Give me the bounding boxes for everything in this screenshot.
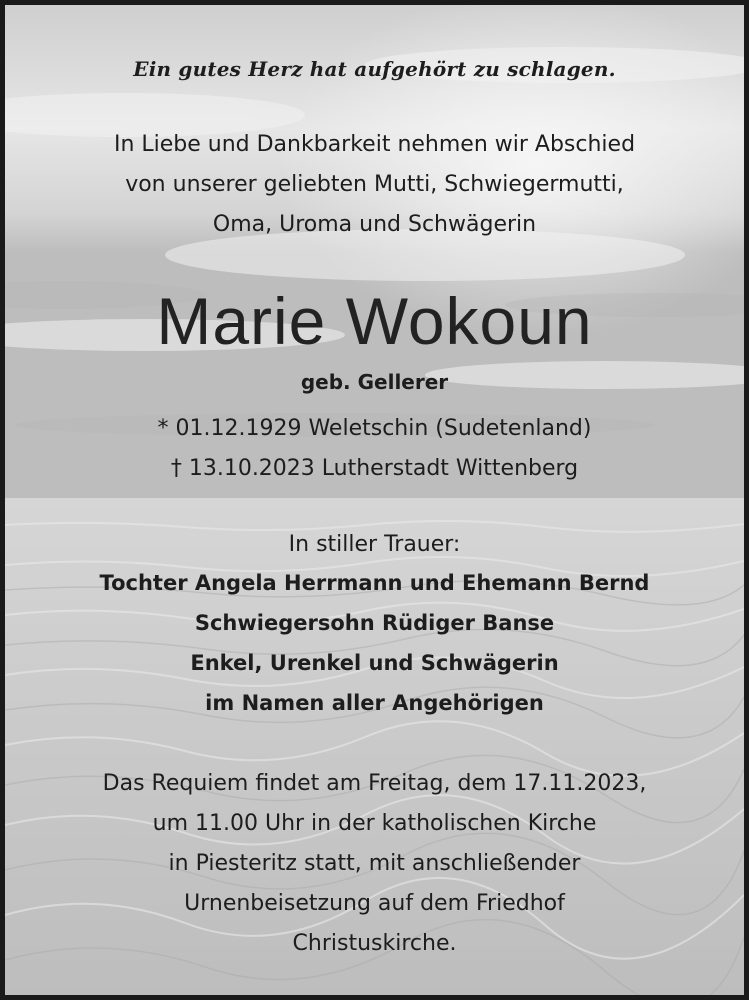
maiden-name: geb. Gellerer: [300, 370, 449, 394]
intro-line: Oma, Uroma und Schwägerin: [212, 212, 537, 237]
service-line: in Piesteritz statt, mit anschließender: [168, 851, 581, 876]
mourning-intro: In stiller Trauer:: [288, 532, 461, 557]
service-line: Christuskirche.: [292, 931, 457, 956]
mourner-line: Tochter Angela Herrmann und Ehemann Bernd: [99, 571, 650, 595]
mourner-line: Schwiegersohn Rüdiger Banse: [194, 611, 555, 635]
service-line: Das Requiem findet am Freitag, dem 17.11.2023,: [102, 771, 647, 796]
motto: Ein gutes Herz hat aufgehört zu schlagen.: [133, 57, 616, 81]
intro-line: von unserer geliebten Mutti, Schwiegermutti,: [125, 172, 624, 197]
deceased-name: Marie Wokoun: [156, 284, 593, 358]
birth-date: * 01.12.1929 Weletschin (Sudetenland): [157, 416, 592, 441]
mourner-line: im Namen aller Angehörigen: [205, 691, 544, 715]
mourner-line: Enkel, Urenkel und Schwägerin: [190, 651, 559, 675]
death-date: † 13.10.2023 Lutherstadt Wittenberg: [170, 456, 579, 481]
intro-line: In Liebe und Dankbarkeit nehmen wir Abschied: [113, 132, 636, 157]
service-line: Urnenbeisetzung auf dem Friedhof: [184, 891, 565, 916]
service-line: um 11.00 Uhr in der katholischen Kirche: [152, 811, 597, 836]
notice-text: [5, 5, 744, 995]
